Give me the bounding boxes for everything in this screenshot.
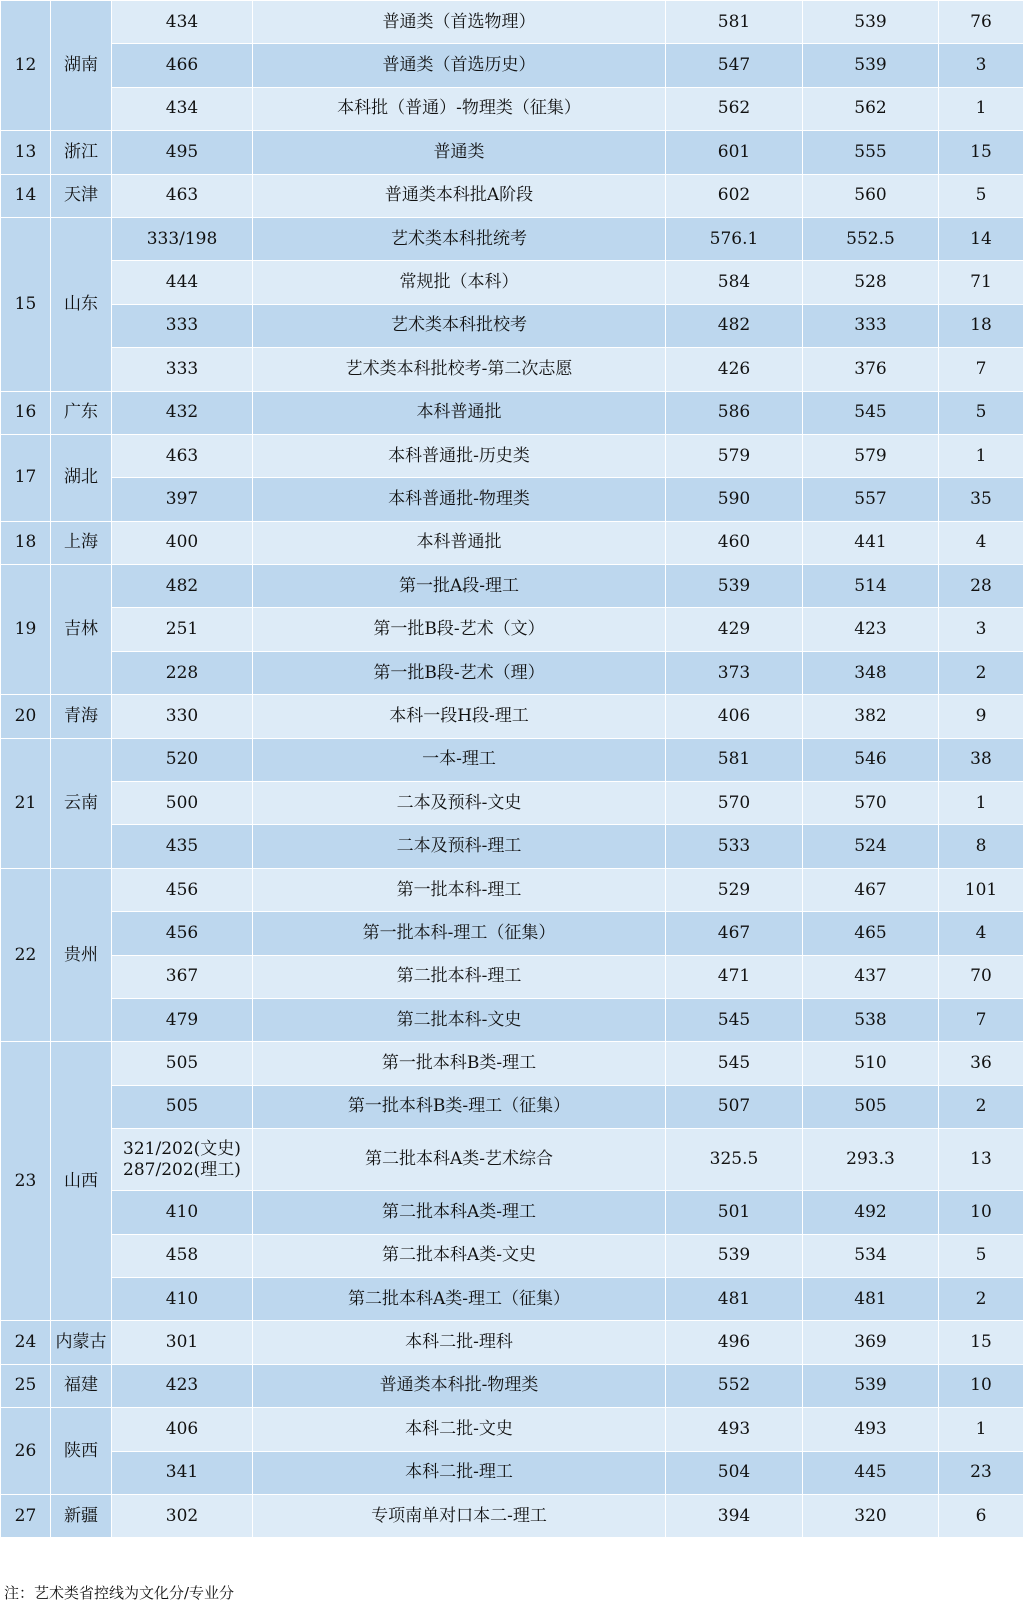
table-row bbox=[1, 651, 1024, 694]
min-score-cell: 382 bbox=[803, 695, 939, 738]
control-line-cell: 410 bbox=[112, 1191, 253, 1234]
max-score-cell: 467 bbox=[666, 912, 803, 955]
admit-count-cell: 70 bbox=[939, 955, 1024, 998]
control-line-cell: 333 bbox=[112, 304, 253, 347]
table-row bbox=[1, 478, 1024, 521]
min-score-cell: 481 bbox=[803, 1277, 939, 1320]
batch-cell: 第二批本科A类-艺术综合 bbox=[253, 1129, 666, 1191]
table-row bbox=[1, 131, 1024, 174]
control-line-cell bbox=[112, 1129, 253, 1191]
admit-count-cell: 10 bbox=[939, 1191, 1024, 1234]
control-line-cell: 423 bbox=[112, 1364, 253, 1407]
max-score-cell: 579 bbox=[666, 434, 803, 477]
row-number: 14 bbox=[1, 174, 51, 217]
control-line-cell: 505 bbox=[112, 1085, 253, 1128]
admit-count-cell: 5 bbox=[939, 391, 1024, 434]
max-score-cell: 501 bbox=[666, 1191, 803, 1234]
min-score-cell: 528 bbox=[803, 261, 939, 304]
batch-cell: 艺术类本科批统考 bbox=[253, 217, 666, 260]
batch-cell: 第二批本科-理工 bbox=[253, 955, 666, 998]
max-score-cell: 601 bbox=[666, 131, 803, 174]
batch-cell: 普通类 bbox=[253, 131, 666, 174]
batch-cell: 普通类（首选历史） bbox=[253, 44, 666, 87]
control-line-text: 287/202(理工) bbox=[123, 1159, 241, 1180]
table-row bbox=[1, 1494, 1024, 1537]
batch-cell: 艺术类本科批校考 bbox=[253, 304, 666, 347]
min-score-cell: 562 bbox=[803, 87, 939, 130]
row-number: 18 bbox=[1, 521, 51, 564]
province-name: 湖北 bbox=[51, 434, 112, 521]
min-score-cell: 514 bbox=[803, 565, 939, 608]
batch-cell: 普通类本科批A阶段 bbox=[253, 174, 666, 217]
min-score-cell: 560 bbox=[803, 174, 939, 217]
control-line-text: 321/202(文史) bbox=[123, 1138, 241, 1159]
row-number: 19 bbox=[1, 565, 51, 695]
max-score-cell: 507 bbox=[666, 1085, 803, 1128]
admit-count-cell: 13 bbox=[939, 1129, 1024, 1191]
table-row bbox=[1, 1, 1024, 44]
admit-count-cell: 38 bbox=[939, 738, 1024, 781]
max-score-cell: 426 bbox=[666, 348, 803, 391]
control-line-cell: 410 bbox=[112, 1277, 253, 1320]
max-score-cell: 406 bbox=[666, 695, 803, 738]
min-score-cell: 539 bbox=[803, 1364, 939, 1407]
province-name: 内蒙古 bbox=[51, 1321, 112, 1364]
control-line-cell: 435 bbox=[112, 825, 253, 868]
batch-cell: 第一批A段-理工 bbox=[253, 565, 666, 608]
control-line-cell: 333/198 bbox=[112, 217, 253, 260]
batch-cell: 第一批本科-理工（征集） bbox=[253, 912, 666, 955]
max-score-cell: 602 bbox=[666, 174, 803, 217]
admit-count-cell: 6 bbox=[939, 1494, 1024, 1537]
max-score-cell: 547 bbox=[666, 44, 803, 87]
control-line-cell: 456 bbox=[112, 868, 253, 911]
control-line-cell: 434 bbox=[112, 87, 253, 130]
province-name: 新疆 bbox=[51, 1494, 112, 1537]
max-score-cell: 482 bbox=[666, 304, 803, 347]
table-row bbox=[1, 1451, 1024, 1494]
province-name: 福建 bbox=[51, 1364, 112, 1407]
control-line-cell: 228 bbox=[112, 651, 253, 694]
control-line-cell: 330 bbox=[112, 695, 253, 738]
table-row bbox=[1, 1191, 1024, 1234]
max-score-cell: 481 bbox=[666, 1277, 803, 1320]
province-name: 湖南 bbox=[51, 1, 112, 131]
table-row bbox=[1, 521, 1024, 564]
admit-count-cell: 5 bbox=[939, 174, 1024, 217]
table-row bbox=[1, 782, 1024, 825]
table-row bbox=[1, 1321, 1024, 1364]
table-row bbox=[1, 44, 1024, 87]
row-number: 17 bbox=[1, 434, 51, 521]
table-row bbox=[1, 174, 1024, 217]
max-score-cell: 529 bbox=[666, 868, 803, 911]
max-score-cell: 429 bbox=[666, 608, 803, 651]
score-table-body bbox=[1, 1, 1024, 1538]
table-row bbox=[1, 1042, 1024, 1085]
admit-count-cell: 4 bbox=[939, 912, 1024, 955]
batch-cell: 第二批本科-文史 bbox=[253, 998, 666, 1041]
batch-cell: 二本及预科-文史 bbox=[253, 782, 666, 825]
admit-count-cell: 9 bbox=[939, 695, 1024, 738]
province-name: 青海 bbox=[51, 695, 112, 738]
batch-cell: 常规批（本科） bbox=[253, 261, 666, 304]
row-number: 20 bbox=[1, 695, 51, 738]
batch-cell: 艺术类本科批校考-第二次志愿 bbox=[253, 348, 666, 391]
batch-cell: 本科二批-文史 bbox=[253, 1408, 666, 1451]
row-number: 27 bbox=[1, 1494, 51, 1537]
province-name: 云南 bbox=[51, 738, 112, 868]
min-score-cell: 348 bbox=[803, 651, 939, 694]
row-number: 23 bbox=[1, 1042, 51, 1321]
min-score-cell: 546 bbox=[803, 738, 939, 781]
table-row bbox=[1, 695, 1024, 738]
max-score-cell: 394 bbox=[666, 1494, 803, 1537]
min-score-cell: 376 bbox=[803, 348, 939, 391]
table-row bbox=[1, 87, 1024, 130]
control-line-cell: 406 bbox=[112, 1408, 253, 1451]
province-name: 陕西 bbox=[51, 1408, 112, 1495]
min-score-cell: 524 bbox=[803, 825, 939, 868]
min-score-cell: 445 bbox=[803, 1451, 939, 1494]
min-score-cell: 505 bbox=[803, 1085, 939, 1128]
batch-cell: 本科普通批-物理类 bbox=[253, 478, 666, 521]
max-score-cell: 545 bbox=[666, 1042, 803, 1085]
control-line-cell: 479 bbox=[112, 998, 253, 1041]
row-number: 15 bbox=[1, 217, 51, 391]
row-number: 25 bbox=[1, 1364, 51, 1407]
admit-count-cell: 10 bbox=[939, 1364, 1024, 1407]
batch-cell: 本科批（普通）-物理类（征集） bbox=[253, 87, 666, 130]
batch-cell: 专项南单对口本二-理工 bbox=[253, 1494, 666, 1537]
control-line-cell: 432 bbox=[112, 391, 253, 434]
min-score-cell: 437 bbox=[803, 955, 939, 998]
table-row bbox=[1, 1408, 1024, 1451]
max-score-cell: 496 bbox=[666, 1321, 803, 1364]
admit-count-cell: 18 bbox=[939, 304, 1024, 347]
table-row bbox=[1, 955, 1024, 998]
admit-count-cell: 76 bbox=[939, 1, 1024, 44]
max-score-cell: 504 bbox=[666, 1451, 803, 1494]
admit-count-cell: 28 bbox=[939, 565, 1024, 608]
control-line-cell: 400 bbox=[112, 521, 253, 564]
batch-cell: 二本及预科-理工 bbox=[253, 825, 666, 868]
row-number: 22 bbox=[1, 868, 51, 1042]
min-score-cell: 545 bbox=[803, 391, 939, 434]
max-score-cell: 562 bbox=[666, 87, 803, 130]
min-score-cell: 333 bbox=[803, 304, 939, 347]
batch-cell: 第一批本科B类-理工 bbox=[253, 1042, 666, 1085]
batch-cell: 一本-理工 bbox=[253, 738, 666, 781]
control-line-cell: 482 bbox=[112, 565, 253, 608]
batch-cell: 普通类本科批-物理类 bbox=[253, 1364, 666, 1407]
min-score-cell: 555 bbox=[803, 131, 939, 174]
table-row bbox=[1, 1234, 1024, 1277]
province-name: 广东 bbox=[51, 391, 112, 434]
max-score-cell: 584 bbox=[666, 261, 803, 304]
admit-count-cell: 1 bbox=[939, 87, 1024, 130]
max-score-cell: 325.5 bbox=[666, 1129, 803, 1191]
min-score-cell: 492 bbox=[803, 1191, 939, 1234]
batch-cell: 本科普通批-历史类 bbox=[253, 434, 666, 477]
table-row bbox=[1, 217, 1024, 260]
max-score-cell: 581 bbox=[666, 1, 803, 44]
admit-count-cell: 14 bbox=[939, 217, 1024, 260]
batch-cell: 第一批B段-艺术（文） bbox=[253, 608, 666, 651]
min-score-cell: 369 bbox=[803, 1321, 939, 1364]
max-score-cell: 581 bbox=[666, 738, 803, 781]
control-line-cell: 301 bbox=[112, 1321, 253, 1364]
admit-count-cell: 71 bbox=[939, 261, 1024, 304]
table-row bbox=[1, 391, 1024, 434]
control-line-cell: 458 bbox=[112, 1234, 253, 1277]
province-name: 浙江 bbox=[51, 131, 112, 174]
batch-cell: 第一批本科B类-理工（征集） bbox=[253, 1085, 666, 1128]
admit-count-cell: 1 bbox=[939, 1408, 1024, 1451]
row-number: 13 bbox=[1, 131, 51, 174]
admit-count-cell: 7 bbox=[939, 348, 1024, 391]
control-line-cell: 456 bbox=[112, 912, 253, 955]
admit-count-cell: 2 bbox=[939, 1277, 1024, 1320]
table-row bbox=[1, 1085, 1024, 1128]
min-score-cell: 293.3 bbox=[803, 1129, 939, 1191]
min-score-cell: 467 bbox=[803, 868, 939, 911]
table-row bbox=[1, 1364, 1024, 1407]
admit-count-cell: 1 bbox=[939, 434, 1024, 477]
max-score-cell: 576.1 bbox=[666, 217, 803, 260]
table-row bbox=[1, 261, 1024, 304]
admit-count-cell: 8 bbox=[939, 825, 1024, 868]
max-score-cell: 533 bbox=[666, 825, 803, 868]
admit-count-cell: 2 bbox=[939, 651, 1024, 694]
admit-count-cell: 4 bbox=[939, 521, 1024, 564]
table-row bbox=[1, 565, 1024, 608]
province-name: 天津 bbox=[51, 174, 112, 217]
row-number: 26 bbox=[1, 1408, 51, 1495]
control-line-cell: 444 bbox=[112, 261, 253, 304]
province-name: 上海 bbox=[51, 521, 112, 564]
min-score-cell: 579 bbox=[803, 434, 939, 477]
max-score-cell: 570 bbox=[666, 782, 803, 825]
province-name: 贵州 bbox=[51, 868, 112, 1042]
table-row bbox=[1, 1277, 1024, 1320]
row-number: 24 bbox=[1, 1321, 51, 1364]
control-line-cell: 251 bbox=[112, 608, 253, 651]
max-score-cell: 586 bbox=[666, 391, 803, 434]
control-line-cell: 302 bbox=[112, 1494, 253, 1537]
admit-count-cell: 15 bbox=[939, 131, 1024, 174]
admit-count-cell: 36 bbox=[939, 1042, 1024, 1085]
table-row bbox=[1, 998, 1024, 1041]
control-line-cell: 341 bbox=[112, 1451, 253, 1494]
row-number: 12 bbox=[1, 1, 51, 131]
min-score-cell: 320 bbox=[803, 1494, 939, 1537]
control-line-cell: 463 bbox=[112, 434, 253, 477]
min-score-cell: 465 bbox=[803, 912, 939, 955]
table-row bbox=[1, 912, 1024, 955]
admit-count-cell: 7 bbox=[939, 998, 1024, 1041]
min-score-cell: 441 bbox=[803, 521, 939, 564]
max-score-cell: 471 bbox=[666, 955, 803, 998]
max-score-cell: 552 bbox=[666, 1364, 803, 1407]
control-line-cell: 495 bbox=[112, 131, 253, 174]
admit-count-cell: 3 bbox=[939, 608, 1024, 651]
province-name: 山东 bbox=[51, 217, 112, 391]
table-row bbox=[1, 434, 1024, 477]
control-line-cell: 463 bbox=[112, 174, 253, 217]
control-line-cell: 505 bbox=[112, 1042, 253, 1085]
admit-count-cell: 1 bbox=[939, 782, 1024, 825]
table-row bbox=[1, 304, 1024, 347]
min-score-cell: 552.5 bbox=[803, 217, 939, 260]
batch-cell: 第二批本科A类-理工 bbox=[253, 1191, 666, 1234]
admit-count-cell: 2 bbox=[939, 1085, 1024, 1128]
control-line-cell: 434 bbox=[112, 1, 253, 44]
max-score-cell: 590 bbox=[666, 478, 803, 521]
max-score-cell: 539 bbox=[666, 565, 803, 608]
footnote: 注：艺术类省控线为文化分/专业分 bbox=[4, 1584, 235, 1602]
control-line-cell: 520 bbox=[112, 738, 253, 781]
table-row bbox=[1, 868, 1024, 911]
admit-count-cell: 23 bbox=[939, 1451, 1024, 1494]
row-number: 21 bbox=[1, 738, 51, 868]
control-line-cell: 333 bbox=[112, 348, 253, 391]
province-name: 山西 bbox=[51, 1042, 112, 1321]
min-score-cell: 510 bbox=[803, 1042, 939, 1085]
max-score-cell: 373 bbox=[666, 651, 803, 694]
admit-count-cell: 101 bbox=[939, 868, 1024, 911]
table-row bbox=[1, 825, 1024, 868]
min-score-cell: 538 bbox=[803, 998, 939, 1041]
batch-cell: 普通类（首选物理） bbox=[253, 1, 666, 44]
control-line-cell: 466 bbox=[112, 44, 253, 87]
min-score-cell: 539 bbox=[803, 44, 939, 87]
control-line-cell: 367 bbox=[112, 955, 253, 998]
row-number: 16 bbox=[1, 391, 51, 434]
batch-cell: 本科一段H段-理工 bbox=[253, 695, 666, 738]
batch-cell: 第一批B段-艺术（理） bbox=[253, 651, 666, 694]
max-score-cell: 539 bbox=[666, 1234, 803, 1277]
batch-cell: 第一批本科-理工 bbox=[253, 868, 666, 911]
max-score-cell: 460 bbox=[666, 521, 803, 564]
control-line-cell: 500 bbox=[112, 782, 253, 825]
table-row bbox=[1, 738, 1024, 781]
admit-count-cell: 15 bbox=[939, 1321, 1024, 1364]
table-row bbox=[1, 1129, 1024, 1191]
batch-cell: 第二批本科A类-理工（征集） bbox=[253, 1277, 666, 1320]
min-score-cell: 423 bbox=[803, 608, 939, 651]
max-score-cell: 545 bbox=[666, 998, 803, 1041]
max-score-cell: 493 bbox=[666, 1408, 803, 1451]
admit-count-cell: 35 bbox=[939, 478, 1024, 521]
batch-cell: 本科普通批 bbox=[253, 391, 666, 434]
min-score-cell: 493 bbox=[803, 1408, 939, 1451]
min-score-cell: 534 bbox=[803, 1234, 939, 1277]
admit-count-cell: 5 bbox=[939, 1234, 1024, 1277]
batch-cell: 本科二批-理科 bbox=[253, 1321, 666, 1364]
control-line-cell: 397 bbox=[112, 478, 253, 521]
batch-cell: 本科普通批 bbox=[253, 521, 666, 564]
min-score-cell: 557 bbox=[803, 478, 939, 521]
table-row bbox=[1, 608, 1024, 651]
min-score-cell: 570 bbox=[803, 782, 939, 825]
table-row bbox=[1, 348, 1024, 391]
admit-count-cell: 3 bbox=[939, 44, 1024, 87]
min-score-cell: 539 bbox=[803, 1, 939, 44]
batch-cell: 第二批本科A类-文史 bbox=[253, 1234, 666, 1277]
batch-cell: 本科二批-理工 bbox=[253, 1451, 666, 1494]
province-name: 吉林 bbox=[51, 565, 112, 695]
